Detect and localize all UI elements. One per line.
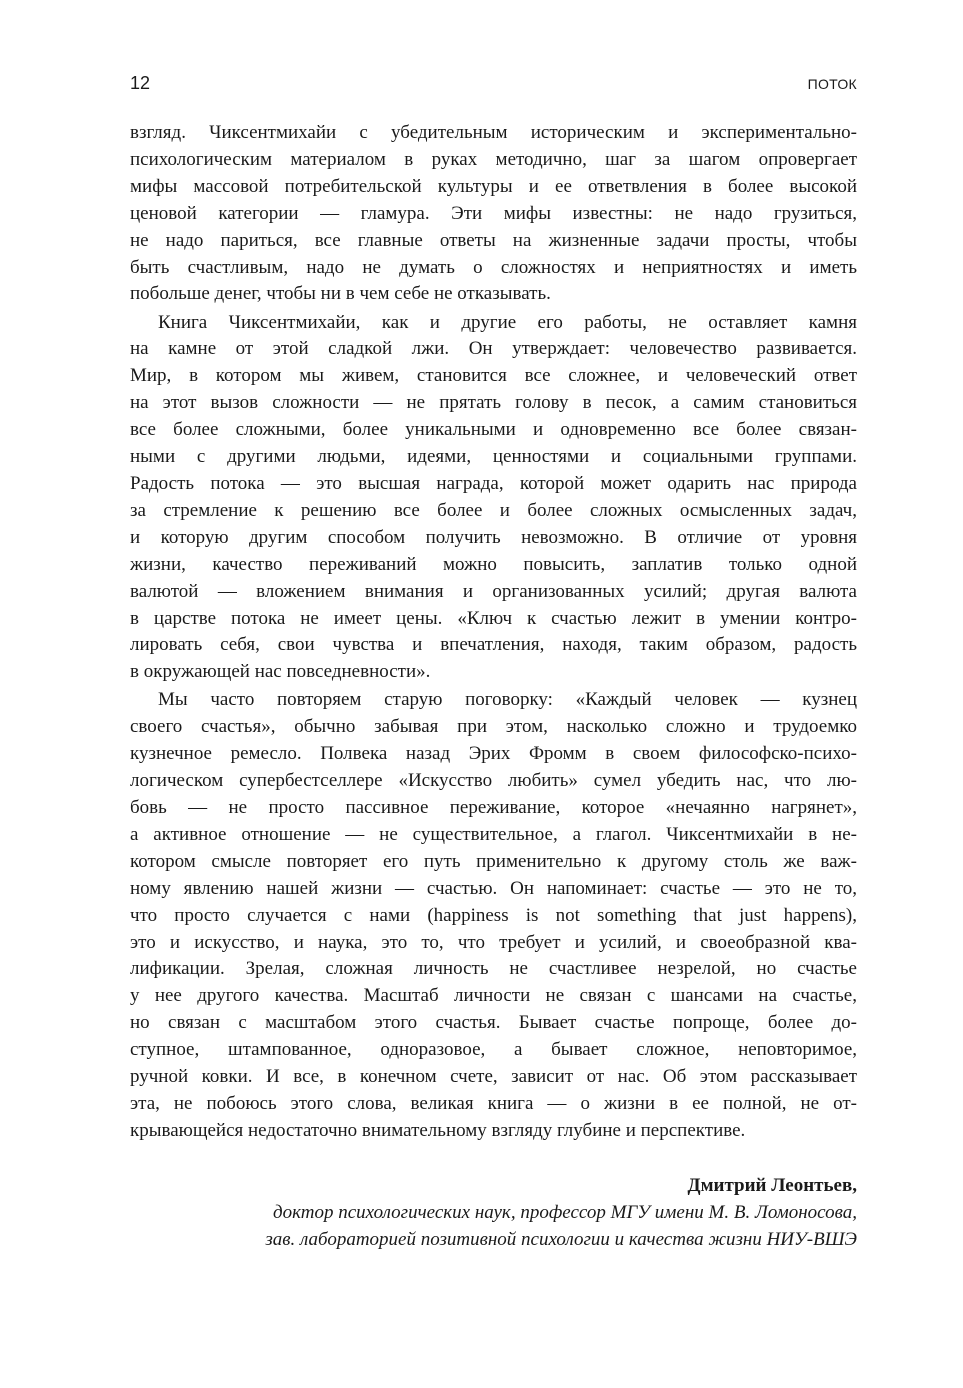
text-line: крывающейся недостаточно внимательному взгляду глубине и перспективе. (130, 1119, 746, 1141)
text-line: лировать себя, свои чувства и впечатления, находя, таким образом, радость (130, 634, 857, 656)
signature-block (265, 1172, 857, 1253)
text-line: быть счастливым, надо не думать о сложностях и неприятностях и иметь (130, 256, 857, 278)
text-line: ценовой категории — гламура. Эти мифы известны: не надо грузиться, (130, 202, 857, 224)
text-line: Мир, в котором мы живем, становится все сложнее, и человеческий ответ (130, 365, 857, 387)
text-line: своего счастья», обычно забывая при этом, насколько сложно и трудоемко (130, 716, 857, 738)
text-line: котором смысле повторяет его путь применительно к другому столь же важ- (130, 850, 857, 872)
text-line: Мы часто повторяем старую поговорку: «Каждый человек — кузнец (158, 689, 857, 711)
text-line: побольше денег, чтобы ни в чем себе не отказывать. (130, 283, 551, 305)
author-name: Дмитрий Леонтьев, (687, 1175, 857, 1196)
text-line: у нее другого качества. Масштаб личности не связан с шансами на счастье, (130, 985, 857, 1007)
text-line: мифы массовой потребительской культуры и ее ответвления в более высокой (130, 175, 857, 197)
text-line: логическом супербестселлере «Искусство любить» сумел убедить нас, что лю- (130, 770, 857, 792)
text-line: но связан с масштабом этого счастья. Бывает счастье попроще, более до- (130, 1012, 857, 1034)
text-line: лификации. Зрелая, сложная личность не счастливее незрелой, но счастье (130, 958, 857, 980)
text-line: ручной ковки. И все, в конечном счете, зависит от нас. Об этом рассказывает (130, 1066, 857, 1088)
text-line: жизни, качество переживаний можно повысить, заплатив только одной (130, 553, 857, 575)
text-line: за стремление к решению все более и более сложных осмысленных задач, (130, 499, 857, 521)
text-line: ными с другими людьми, идеями, ценностями и социальными группами. (130, 446, 857, 468)
text-line: что просто случается с нами (happiness is not something that just happens), (130, 904, 857, 926)
text-line: ному явлению нашей жизни — счастью. Он напоминает: счастье — это не то, (130, 877, 857, 899)
text-line: на камне от этой сладкой лжи. Он утверждает: человечество развивается. (130, 338, 857, 360)
text-line: а активное отношение — не существительное, а глагол. Чиксентмихайи в не- (130, 823, 857, 845)
text-line: валютой — вложением внимания и организованных усилий; другая валюта (130, 580, 857, 602)
paragraph (130, 120, 857, 308)
paragraph (130, 687, 857, 1144)
text-line: Книга Чиксентмихайи, как и другие его работы, не оставляет камня (158, 311, 857, 333)
text-line: Радость потока — это высшая награда, которой может одарить нас природа (130, 472, 857, 494)
text-line: эта, не побоюсь этого слова, великая книга — о жизни в ее полной, не от- (130, 1093, 857, 1114)
text-line: взгляд. Чиксентмихайи с убедительным историческим и экспериментально- (130, 122, 857, 143)
paragraph (130, 310, 857, 687)
body-text (130, 120, 857, 1146)
text-line: и которую другим способом получить невозможно. В отличие от уровня (130, 526, 857, 548)
text-line: ступное, штампованное, одноразовое, а бывает сложное, неповторимое, (130, 1039, 857, 1061)
author-credentials-2: зав. лабораторией позитивной психологии и качества жизни НИУ-ВШЭ (265, 1229, 857, 1250)
text-line: не надо париться, все главные ответы на жизненные задачи просты, чтобы (130, 229, 857, 251)
page-number: 12 (130, 73, 151, 93)
text-line: на этот вызов сложности — не прятать голову в песок, а самим становиться (130, 392, 857, 414)
text-line: бовь — не просто пассивное переживание, которое «нечаянно нагрянет», (130, 797, 857, 819)
text-line: в окружающей нас повседневности». (130, 661, 431, 683)
text-line: кузнечное ремесло. Полвека назад Эрих Фромм в своем философско-психо- (130, 743, 857, 765)
running-title: ПОТОК (807, 76, 857, 92)
text-line: все более сложными, более уникальными и одновременно все более связан- (130, 419, 857, 441)
author-credentials-1: доктор психологических наук, профессор МГУ имени М. В. Ломоносова, (273, 1202, 857, 1223)
text-line: это и искусство, и наука, это то, что требует и усилий, и своеобразной ква- (130, 931, 857, 953)
text-line: психологическим материалом в руках методично, шаг за шагом опровергает (130, 148, 857, 170)
text-line: в царстве потока не имеет цены. «Ключ к счастью лежит в умении контро- (130, 607, 857, 629)
